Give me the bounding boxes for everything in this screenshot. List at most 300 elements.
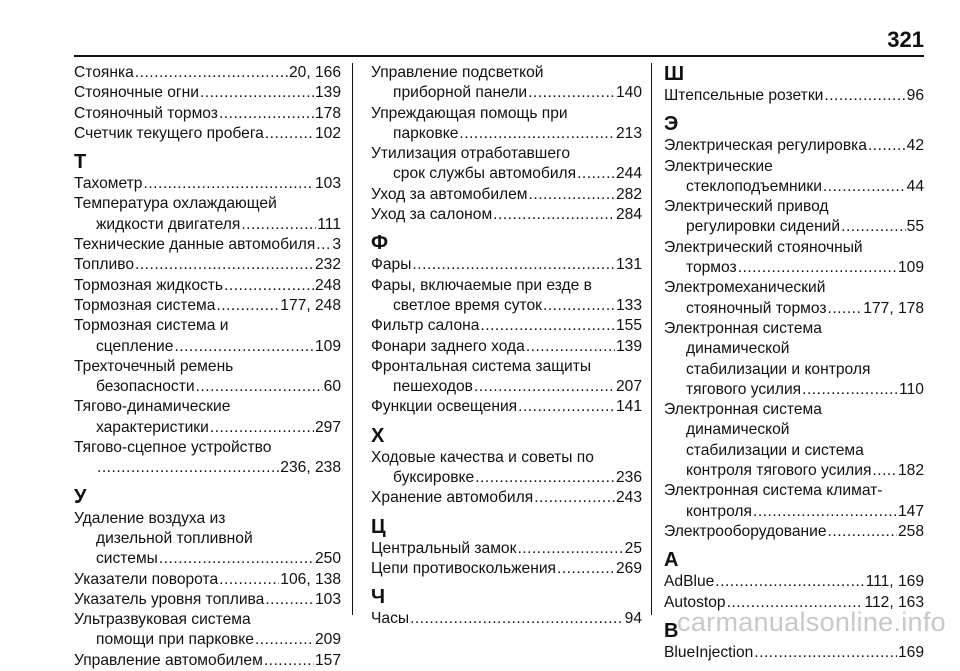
- index-entry-line: [371, 448, 642, 468]
- index-entry-line: [74, 215, 341, 235]
- index-entry-text: Уход за автомобилем: [371, 185, 528, 203]
- index-entry-line: [664, 177, 924, 197]
- index-entry: [74, 124, 341, 144]
- index-entry-text: Управление автомобилем: [74, 651, 263, 669]
- dot-leader: [823, 177, 906, 197]
- index-entry-text: помощи при парковке: [96, 631, 254, 649]
- page-reference: 111, 169: [865, 573, 924, 591]
- dot-leader: [738, 258, 897, 278]
- index-column-1: [74, 63, 341, 669]
- page-reference: 141: [615, 398, 642, 416]
- index-entry-line: [74, 357, 341, 377]
- index-entry-text: Фильтр салона: [371, 317, 480, 335]
- index-entry: [371, 316, 642, 336]
- index-entry: [664, 278, 924, 319]
- index-entry-text: BlueInjection: [664, 643, 754, 661]
- index-entry: [74, 397, 341, 438]
- dot-leader: [534, 488, 615, 508]
- index-entry-line: [371, 539, 642, 559]
- index-entry: [664, 136, 924, 156]
- index-entry-text: Ультразвуковая система: [74, 611, 251, 629]
- index-entry-text: контроля тягового усилия: [686, 462, 872, 480]
- index-entry: [371, 609, 642, 629]
- index-entry: [74, 276, 341, 296]
- index-entry-line: [74, 529, 341, 549]
- dot-leader: [557, 559, 615, 579]
- index-entry: [371, 539, 642, 559]
- dot-leader: [241, 215, 316, 235]
- page-reference: 42: [906, 137, 924, 155]
- index-entry-line: [664, 238, 924, 258]
- dot-leader: [216, 296, 279, 316]
- page-reference: 177, 248: [280, 296, 341, 314]
- dot-leader: [459, 124, 615, 144]
- dot-leader: [480, 316, 615, 336]
- index-entry-line: [74, 397, 341, 417]
- index-entry-line: [371, 468, 642, 488]
- index-entry: [74, 570, 341, 590]
- index-entry-line: [74, 377, 341, 397]
- index-entry-text: Стоянка: [74, 64, 134, 81]
- index-entry-text: Autostop: [664, 593, 726, 611]
- index-entry-text: тягового усилия: [686, 380, 802, 398]
- dot-leader: [219, 570, 279, 590]
- index-entry-line: [371, 609, 642, 629]
- page-reference: 244: [615, 165, 642, 183]
- page-reference: 60: [323, 378, 341, 396]
- index-entry-line: [664, 420, 924, 440]
- index-entry-text: пешеходов: [393, 378, 473, 396]
- dot-leader: [210, 418, 314, 438]
- index-entry-text: Цепи противоскольжения: [371, 559, 556, 577]
- index-entry-line: [371, 397, 642, 417]
- index-entry: [74, 296, 341, 316]
- index-entry: [664, 197, 924, 238]
- index-entry-line: [664, 299, 924, 319]
- page-reference: 157: [314, 651, 341, 669]
- page-reference: 96: [906, 87, 924, 104]
- index-entry-text: Указатель уровня топлива: [74, 590, 265, 608]
- index-entry: [74, 509, 341, 570]
- index-letter-heading: A: [664, 549, 679, 572]
- page-reference: 20, 166: [288, 64, 341, 81]
- index-entry-text: сцепление: [96, 337, 174, 355]
- index-entry-text: Электромеханический: [664, 279, 826, 297]
- page-reference: 131: [615, 256, 642, 274]
- dot-leader: [529, 185, 615, 205]
- index-entry-text: тормоз: [686, 259, 737, 277]
- index-entry-line: [74, 124, 341, 144]
- index-entry: [371, 144, 642, 185]
- page-reference: 282: [615, 185, 642, 203]
- index-entry-line: [371, 337, 642, 357]
- index-entry-line: [664, 461, 924, 481]
- index-entry-text: Тормозная система: [74, 296, 216, 314]
- index-letter-heading: Ц: [371, 515, 386, 538]
- index-letter-heading: Ч: [371, 586, 386, 609]
- index-letter-heading: Т: [74, 151, 87, 174]
- index-entry-text: Ходовые качества и советы по: [371, 448, 594, 466]
- index-entry-text: Удаление воздуха из: [74, 509, 226, 527]
- index-entry-line: [664, 258, 924, 278]
- index-entry-line: [74, 418, 341, 438]
- index-entry-text: контроля: [686, 502, 752, 520]
- page-reference: 3: [332, 236, 341, 254]
- page-reference: 147: [897, 502, 924, 520]
- index-entry: [664, 400, 924, 481]
- page-reference: 236: [615, 469, 642, 487]
- dot-leader: [872, 461, 897, 481]
- index-entry-text: Стояночный тормоз: [74, 104, 218, 122]
- dot-leader: [264, 651, 314, 671]
- index-entry-text: Функции освещения: [371, 398, 518, 416]
- index-entry-line: [371, 124, 642, 144]
- index-entry-text: Уход за салоном: [371, 206, 493, 224]
- index-entry-line: [664, 380, 924, 400]
- index-entry: [664, 319, 924, 400]
- index-entry-line: [664, 278, 924, 298]
- dot-leader: [412, 255, 615, 275]
- page-reference: 94: [624, 610, 642, 628]
- index-entry: [664, 481, 924, 522]
- index-letter-heading: Ф: [371, 232, 389, 255]
- dot-leader: [196, 377, 323, 397]
- index-entry: [664, 157, 924, 198]
- dot-leader: [224, 276, 314, 296]
- index-entry-line: [74, 549, 341, 569]
- index-entry-line: [74, 316, 341, 336]
- index-entry-text: Хранение автомобиля: [371, 489, 534, 507]
- index-entry-text: Температура охлаждающей: [74, 195, 277, 213]
- dot-leader: [841, 217, 906, 237]
- page-reference: 258: [897, 522, 924, 540]
- page-reference: 103: [314, 590, 341, 608]
- dot-leader: [577, 164, 615, 184]
- dot-leader: [143, 174, 313, 194]
- page-reference: 243: [615, 489, 642, 507]
- index-entry: [371, 337, 642, 357]
- watermark: carmanualsonline.info: [677, 607, 946, 637]
- index-entry-line: [74, 458, 341, 478]
- index-entry: [664, 238, 924, 279]
- index-entry-line: [664, 319, 924, 339]
- index-entry-line: [371, 185, 642, 205]
- index-entry: [74, 610, 341, 651]
- index-entry-line: [74, 296, 341, 316]
- index-entry-text: Штепсельные розетки: [664, 87, 824, 104]
- index-entry: [371, 63, 642, 104]
- index-entry: [664, 572, 924, 592]
- index-entry-text: Электрический привод: [664, 198, 829, 216]
- dot-leader: [410, 609, 624, 629]
- dot-leader: [528, 83, 615, 103]
- dot-leader: [715, 572, 864, 592]
- index-entry-text: Электрическая регулировка: [664, 137, 867, 155]
- index-entry-line: [74, 651, 341, 671]
- dot-leader: [493, 205, 615, 225]
- index-entry: [74, 235, 341, 255]
- index-entry-line: [371, 276, 642, 296]
- index-entry: [74, 255, 341, 275]
- page-reference: 236, 238: [280, 459, 341, 477]
- dot-leader: [754, 643, 897, 663]
- page-reference: 232: [314, 256, 341, 274]
- index-entry-text: светлое время суток: [393, 296, 542, 314]
- dot-leader: [200, 83, 314, 103]
- index-entry-text: безопасности: [96, 378, 195, 396]
- index-entry: [664, 522, 924, 542]
- index-entry-line: [664, 522, 924, 542]
- index-entry-line: [371, 164, 642, 184]
- index-entry: [371, 357, 642, 398]
- index-entry-text: AdBlue: [664, 573, 715, 591]
- dot-leader: [316, 235, 331, 255]
- index-entry-line: [371, 377, 642, 397]
- page-reference: 110: [899, 380, 924, 398]
- index-entry-text: Часы: [371, 610, 410, 628]
- index-entry: [664, 643, 924, 663]
- index-entry-line: [664, 481, 924, 501]
- index-entry-text: Тягово-сцепное устройство: [74, 439, 272, 457]
- page-reference: 112, 163: [864, 593, 924, 611]
- index-entry-line: [74, 63, 341, 83]
- index-entry: [74, 63, 341, 83]
- page-reference: 106, 138: [280, 570, 341, 588]
- dot-leader: [518, 397, 615, 417]
- index-entry: [371, 488, 642, 508]
- index-entry-line: [74, 630, 341, 650]
- index-entry-text: Тормозная система и: [74, 317, 229, 335]
- page-reference: 178: [314, 104, 341, 122]
- index-entry-text: Фары: [371, 256, 412, 274]
- index-entry-text: динамической: [686, 340, 790, 358]
- dot-leader: [824, 86, 905, 106]
- index-entry-line: [664, 572, 924, 592]
- index-entry-text: Фары, включаемые при езде в: [371, 276, 592, 294]
- page-reference: 109: [314, 337, 341, 355]
- index-entry-text: стабилизации и контроля: [686, 360, 871, 378]
- index-entry-line: [371, 63, 642, 83]
- index-entry-line: [74, 174, 341, 194]
- index-entry-line: [371, 488, 642, 508]
- index-entry-text: стабилизации и система: [686, 441, 864, 459]
- page-reference: 103: [314, 175, 341, 193]
- dot-leader: [174, 337, 314, 357]
- page-reference: 111: [317, 215, 341, 233]
- index-entry-text: динамической: [686, 421, 790, 439]
- index-entry-line: [371, 205, 642, 225]
- index-entry-text: регулировки сидений: [686, 218, 841, 236]
- dot-leader: [475, 468, 615, 488]
- index-entry: [74, 194, 341, 235]
- index-entry: [74, 438, 341, 479]
- index-entry: [371, 205, 642, 225]
- index-entry-line: [371, 144, 642, 164]
- page-reference: 284: [615, 206, 642, 224]
- index-entry-line: [371, 316, 642, 336]
- index-entry-text: приборной панели: [393, 84, 528, 102]
- page-reference: 297: [314, 418, 341, 436]
- index-entry-line: [74, 337, 341, 357]
- header-rule: [74, 55, 924, 57]
- index-entry-text: дизельной топливной: [96, 529, 253, 547]
- page-reference: 133: [615, 296, 642, 314]
- index-column-2: [352, 63, 642, 628]
- index-entry-text: Электрический стояночный: [664, 238, 863, 256]
- index-entry: [74, 357, 341, 398]
- index-entry-text: Трехточечный ремень: [74, 357, 234, 375]
- index-entry-line: [74, 194, 341, 214]
- dot-leader: [517, 539, 623, 559]
- index-entry-text: буксировке: [393, 469, 475, 487]
- index-entry-text: Управление подсветкой: [371, 64, 544, 81]
- page-reference: 155: [615, 317, 642, 335]
- index-entry-line: [74, 590, 341, 610]
- index-entry-line: [74, 509, 341, 529]
- index-entry-text: системы: [96, 550, 158, 568]
- page-reference: 250: [314, 550, 341, 568]
- page-reference: 269: [615, 559, 642, 577]
- index-entry-line: [664, 339, 924, 359]
- page-reference: 182: [897, 462, 924, 480]
- index-entry-line: [371, 83, 642, 103]
- index-entry: [371, 104, 642, 145]
- index-entry-line: [664, 441, 924, 461]
- page-reference: 140: [615, 84, 642, 102]
- dot-leader: [802, 380, 898, 400]
- index-letter-heading: Х: [371, 424, 385, 447]
- page-reference: 102: [314, 124, 341, 142]
- index-entry-text: Упреждающая помощь при: [371, 104, 568, 122]
- index-letter-heading: У: [74, 485, 87, 508]
- index-entry-line: [664, 217, 924, 237]
- page-reference: 213: [615, 124, 642, 142]
- page-reference: 139: [314, 84, 341, 102]
- index-entry-line: [74, 255, 341, 275]
- index-entry-text: Тягово-динамические: [74, 398, 231, 416]
- index-entry: [74, 651, 341, 671]
- index-entry: [371, 448, 642, 489]
- page-reference: 25: [624, 539, 642, 557]
- dot-leader: [526, 337, 615, 357]
- index-letter-heading: Э: [664, 113, 679, 136]
- index-entry-text: Фонари заднего хода: [371, 337, 525, 355]
- index-entry-text: Электронная система: [664, 319, 822, 337]
- index-entry-text: Электрооборудование: [664, 522, 827, 540]
- index-entry: [74, 104, 341, 124]
- page-reference: 109: [897, 259, 924, 277]
- page-reference: 44: [906, 177, 924, 195]
- index-entry-line: [74, 570, 341, 590]
- index-entry-line: [371, 255, 642, 275]
- index-entry-line: [664, 86, 924, 106]
- dot-leader: [135, 63, 288, 83]
- dot-leader: [868, 136, 906, 156]
- index-entry-line: [74, 104, 341, 124]
- dot-leader: [828, 299, 863, 319]
- index-entry-line: [74, 276, 341, 296]
- index-entry: [371, 397, 642, 417]
- index-entry-line: [371, 296, 642, 316]
- dot-leader: [159, 549, 314, 569]
- index-entry-line: [74, 610, 341, 630]
- index-letter-heading: Ш: [664, 63, 685, 85]
- index-entry: [74, 590, 341, 610]
- index-entry-line: [664, 502, 924, 522]
- dot-leader: [753, 502, 897, 522]
- index-entry: [371, 276, 642, 317]
- index-entry-text: Электронная система климат-: [664, 482, 883, 500]
- index-entry-line: [371, 559, 642, 579]
- dot-leader: [474, 377, 615, 397]
- dot-leader: [828, 522, 897, 542]
- index-entry-text: характеристики: [96, 418, 209, 436]
- page-number: 321: [887, 27, 924, 52]
- index-entry-text: Стояночные огни: [74, 84, 199, 102]
- index-entry-text: Указатели поворота: [74, 570, 219, 588]
- index-entry-text: стеклоподъемники: [686, 177, 822, 195]
- page-reference: 209: [314, 631, 341, 649]
- index-entry: [371, 255, 642, 275]
- page-reference: 139: [615, 337, 642, 355]
- index-entry-text: Технические данные автомобиля: [74, 236, 316, 254]
- dot-leader: [265, 124, 314, 144]
- index-entry-line: [664, 157, 924, 177]
- index-entry-text: Тормозная жидкость: [74, 276, 224, 294]
- index-entry: [74, 174, 341, 194]
- page-reference: 55: [906, 218, 924, 236]
- index-entry-text: стояночный тормоз: [686, 299, 827, 317]
- index-entry-line: [664, 136, 924, 156]
- index-entry-text: Утилизация отработавшего: [371, 145, 571, 163]
- index-entry-line: [664, 197, 924, 217]
- index-entry: [74, 316, 341, 357]
- index-entry-line: [371, 104, 642, 124]
- index-entry-line: [664, 360, 924, 380]
- index-letter-heading: B: [664, 619, 679, 642]
- index-entry-text: парковке: [393, 124, 459, 142]
- dot-leader: [135, 255, 314, 275]
- index-entry: [74, 83, 341, 103]
- index-entry: [371, 185, 642, 205]
- index-entry-text: Электронная система: [664, 401, 822, 419]
- index-entry-line: [664, 400, 924, 420]
- index-entry-line: [74, 235, 341, 255]
- index-entry-text: Топливо: [74, 256, 135, 274]
- index-entry: [371, 559, 642, 579]
- index-entry-text: Центральный замок: [371, 539, 517, 557]
- index-entry-text: жидкости двигателя: [96, 215, 241, 233]
- index-entry-line: [74, 438, 341, 458]
- dot-leader: [543, 296, 615, 316]
- index-entry-line: [74, 83, 341, 103]
- index-entry-text: срок службы автомобиля: [393, 165, 577, 183]
- page-reference: 177, 178: [863, 299, 924, 317]
- page-reference: 207: [615, 378, 642, 396]
- dot-leader: [97, 458, 279, 478]
- index-entry-text: Тахометр: [74, 175, 143, 193]
- index-entry-text: Счетчик текущего пробега: [74, 124, 264, 142]
- index-entry: [664, 86, 924, 106]
- page-reference: 248: [314, 276, 341, 294]
- index-entry-line: [664, 643, 924, 663]
- dot-leader: [219, 104, 314, 124]
- index-entry-line: [371, 357, 642, 377]
- index-entry-text: Электрические: [664, 157, 773, 175]
- dot-leader: [255, 630, 314, 650]
- page-reference: 169: [897, 643, 924, 661]
- index-entry-text: Фронтальная система защиты: [371, 357, 592, 375]
